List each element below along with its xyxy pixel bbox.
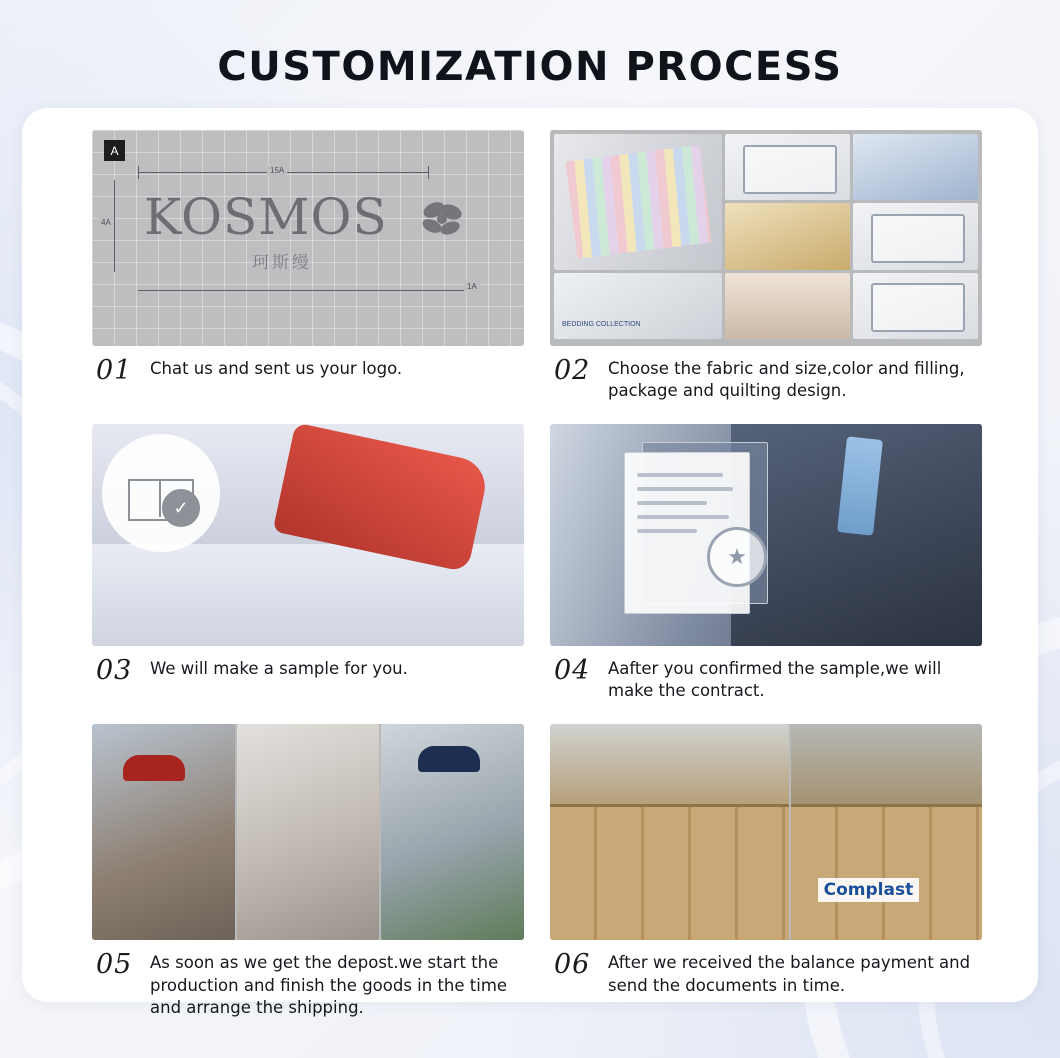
step-number: 03 — [96, 655, 133, 687]
bedding-collection-label: BEDDING COLLECTION — [562, 320, 641, 328]
step-04-caption — [550, 655, 982, 702]
step-number: 06 — [554, 949, 591, 981]
step-05 — [92, 724, 524, 1018]
step-03 — [92, 424, 524, 702]
step-text: Choose the fabric and size,color and filling, package and quilting design. — [608, 359, 965, 401]
step-05-caption — [92, 949, 524, 1018]
flower-icon — [416, 196, 468, 246]
package-sample-5 — [853, 273, 978, 339]
carton-stack-2 — [791, 804, 982, 941]
steps-card — [22, 108, 1038, 1017]
shipping-mosaic — [550, 724, 982, 940]
fabric-swatch-fan — [554, 134, 722, 270]
fabric-detail-photo — [237, 724, 380, 940]
step-text: Aafter you confirmed the sample,we will make the contract. — [608, 659, 942, 701]
logo-artboard-image — [92, 130, 524, 346]
step-text: After we received the balance payment and send the documents in time. — [608, 953, 971, 995]
step-02-caption — [550, 355, 982, 402]
fabric-rolls-tile — [725, 273, 850, 339]
artboard-badge: A — [104, 140, 125, 161]
production-mosaic — [92, 724, 524, 940]
package-sample-4 — [853, 203, 978, 269]
seal-icon: ★ — [707, 527, 767, 587]
step-06 — [550, 724, 982, 1018]
worker-sewing-photo — [92, 724, 235, 940]
packing-machine-photo — [381, 724, 524, 940]
package-sample-1 — [725, 134, 850, 200]
cartons-loading-image — [550, 724, 982, 940]
step-number: 04 — [554, 655, 591, 687]
production-line-image — [92, 724, 524, 940]
dimension-line-left — [114, 180, 115, 272]
step-01 — [92, 130, 524, 402]
carton-stack — [550, 804, 789, 941]
page-title: CUSTOMIZATION PROCESS — [217, 44, 843, 90]
dimension-small-label: 1A — [464, 282, 480, 291]
package-sample-2 — [853, 134, 978, 200]
step-03-caption — [92, 655, 524, 687]
step-number: 01 — [96, 355, 133, 386]
steps-grid — [92, 130, 982, 1019]
step-04 — [550, 424, 982, 702]
warehouse-cartons-photo — [550, 724, 789, 940]
dimension-tick-right — [428, 166, 429, 179]
check-icon: ✓ — [162, 489, 200, 527]
parcel-check-badge — [102, 434, 220, 552]
step-text: Chat us and sent us your logo. — [150, 359, 403, 378]
step-text: As soon as we get the depost.we start the production and finish the goods in the time and arrange the shipping. — [150, 953, 508, 1017]
step-02 — [550, 130, 982, 402]
dimension-line-bottom — [138, 290, 478, 291]
bedding-collection-tile — [554, 273, 722, 339]
sewing-sample-image — [92, 424, 524, 646]
logo-chinese-text: 珂斯缦 — [252, 253, 312, 273]
step-01-caption — [92, 355, 524, 384]
sewing-table — [92, 544, 524, 646]
contract-handshake-image — [550, 424, 982, 646]
step-number: 02 — [554, 355, 591, 386]
dimension-height-label: 4A — [98, 218, 114, 227]
step-number: 05 — [96, 949, 133, 981]
step-text: We will make a sample for you. — [150, 659, 408, 679]
shipping-brand-label: Complast — [818, 878, 920, 902]
worker-cap — [123, 755, 185, 781]
logo-wordmark: KOSMOS — [144, 188, 388, 246]
dimension-tick-left — [138, 166, 139, 179]
container-loading-photo — [791, 724, 982, 940]
swatch-mosaic — [550, 130, 982, 346]
step-06-caption — [550, 949, 982, 996]
fabric-swatches-image — [550, 130, 982, 346]
worker-cap-2 — [418, 746, 480, 772]
brand-logo — [144, 188, 474, 284]
box-icon — [128, 465, 194, 521]
package-sample-3 — [725, 203, 850, 269]
dimension-width-label: 15A — [267, 166, 287, 175]
document-front — [624, 452, 750, 614]
